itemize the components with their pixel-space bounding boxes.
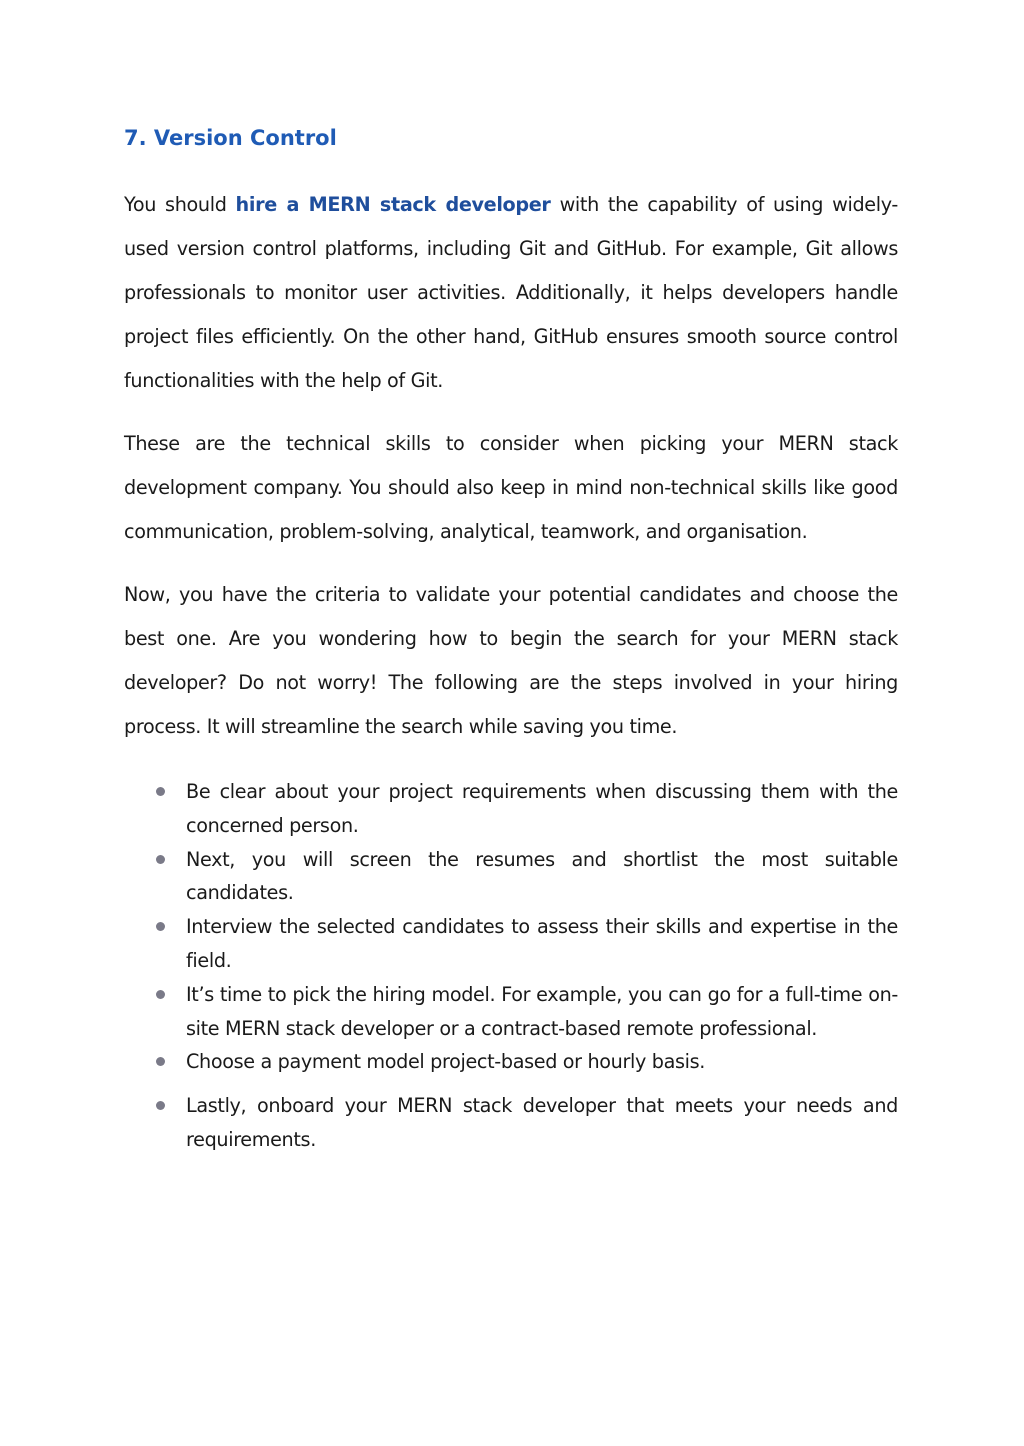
list-item bbox=[124, 910, 898, 978]
bullet-dot-icon bbox=[156, 1101, 165, 1110]
list-item bbox=[124, 775, 898, 843]
list-item bbox=[124, 978, 898, 1046]
bullet-dot-icon bbox=[156, 1057, 165, 1066]
paragraph-text-end: with the capability of using widely-used version control platforms, including Git and GitHub. For example, Git allows professionals to monitor user activities. Additionally, it helps developers handle project files efficiently. On the other hand, GitHub ensures smooth source control functionalities with the help of Git. bbox=[124, 193, 898, 392]
paragraph-version-control bbox=[124, 183, 898, 403]
bullet-dot-icon bbox=[156, 787, 165, 796]
list-item-text: Interview the selected candidates to assess their skills and expertise in the field. bbox=[186, 915, 898, 972]
list-item-text: Be clear about your project requirements when discussing them with the concerned person. bbox=[186, 780, 898, 837]
bullet-dot-icon bbox=[156, 990, 165, 999]
list-item bbox=[124, 843, 898, 911]
section-heading: 7. Version Control bbox=[124, 126, 337, 150]
paragraph-skills: These are the technical skills to consider when picking your MERN stack development company. You should also keep in mind non-technical skills like good communication, problem-solving, analytical, teamwork, and organisation. bbox=[124, 432, 898, 543]
paragraph-text-start: You should bbox=[124, 193, 236, 216]
list-item-text: It’s time to pick the hiring model. For example, you can go for a full-time on-site MERN stack developer or a contract-based remote professional. bbox=[186, 982, 898, 1040]
list-item-text: Choose a payment model project-based or hourly basis. bbox=[186, 1050, 706, 1074]
list-item-text: Lastly, onboard your MERN stack developer that meets your needs and requirements. bbox=[186, 1094, 898, 1151]
list-item bbox=[124, 1045, 898, 1079]
list-item bbox=[124, 1089, 898, 1157]
bullet-dot-icon bbox=[156, 922, 165, 931]
paragraph-hiring-intro: Now, you have the criteria to validate your potential candidates and choose the best one. Are you wondering how to begin the search for your MERN stack developer? Do not worry! The following are the steps involved in your hiring process. It will streamline the search while saving you time. bbox=[124, 583, 898, 738]
hiring-steps-list bbox=[124, 775, 898, 1157]
bullet-dot-icon bbox=[156, 855, 165, 864]
list-item-text: Next, you will screen the resumes and shortlist the most suitable candidates. bbox=[186, 847, 898, 905]
hire-mern-developer-link[interactable]: hire a MERN stack developer bbox=[235, 193, 551, 216]
